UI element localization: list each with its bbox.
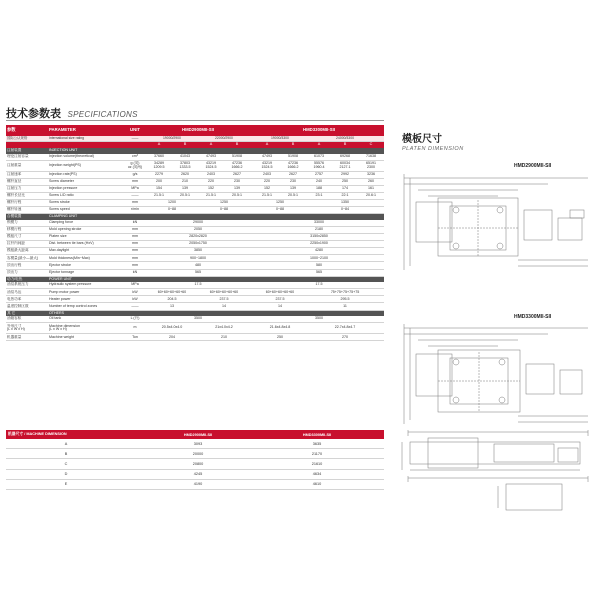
param-zh: 外形尺寸 (L x W x H) bbox=[6, 323, 48, 334]
value-cell: 21.6x4.8x4.8 bbox=[254, 323, 306, 334]
value-cell: 20.5:1 bbox=[224, 192, 250, 199]
spec-row bbox=[6, 220, 384, 227]
value-cell: 220 bbox=[198, 178, 224, 185]
param-unit: kN bbox=[124, 269, 146, 276]
value-cell: 230 bbox=[280, 178, 306, 185]
spec-row bbox=[6, 262, 384, 269]
value-cell: 47236 1666.2 bbox=[280, 160, 306, 171]
param-zh: 注射重量 bbox=[6, 160, 48, 171]
dimension-row bbox=[6, 469, 384, 479]
param-en: Machine weight bbox=[48, 334, 124, 341]
spec-title-en: SPECIFICATIONS bbox=[67, 110, 138, 119]
value-cell: 69268 bbox=[332, 154, 358, 161]
dimension-label: B bbox=[6, 449, 126, 459]
spec-row bbox=[6, 255, 384, 262]
spec-row bbox=[6, 226, 384, 233]
param-unit: m bbox=[124, 323, 146, 334]
param-en: Screw L/D ratio bbox=[48, 192, 124, 199]
platen-drawing-1 bbox=[398, 170, 594, 275]
value-cell: 161 bbox=[358, 185, 384, 192]
value-cell: 41043 bbox=[172, 154, 198, 161]
spec-table bbox=[6, 125, 384, 341]
value-cell: 37660 bbox=[146, 154, 172, 161]
value-cell: 139 bbox=[172, 185, 198, 192]
param-unit: mm bbox=[124, 226, 146, 233]
value-cell: 65191 2300 bbox=[358, 160, 384, 171]
spec-row bbox=[6, 160, 384, 171]
param-zh: 容模量(最小—最大) bbox=[6, 255, 48, 262]
param-unit: r/min bbox=[124, 207, 146, 214]
value-cell: 230 bbox=[224, 178, 250, 185]
spec-row bbox=[6, 241, 384, 248]
dimension-row bbox=[6, 479, 384, 489]
spec-row bbox=[6, 323, 384, 334]
value-cell: 2620 bbox=[172, 171, 198, 178]
value-cell: 174 bbox=[332, 185, 358, 192]
dimension-header-row bbox=[6, 430, 384, 439]
header-unit: UNIT bbox=[124, 125, 146, 136]
value-cell: 2403 bbox=[254, 171, 280, 178]
param-zh: 油箱容积 bbox=[6, 316, 48, 323]
spec-row bbox=[6, 316, 384, 323]
param-en: Screw speed bbox=[48, 207, 124, 214]
value-cell: 204.5 bbox=[146, 296, 198, 303]
param-unit: mm bbox=[124, 234, 146, 241]
subheader-size: 24000/3300 bbox=[306, 136, 384, 142]
value-cell: 0~84 bbox=[306, 207, 384, 214]
param-en: Machine dimension (L x W x H) bbox=[48, 323, 124, 334]
param-zh: 油泵马达 bbox=[6, 289, 48, 296]
header-model-1: HMD2900MII-SII bbox=[146, 125, 250, 136]
param-en: Ejector stroke bbox=[48, 262, 124, 269]
value-cell: 237.5 bbox=[198, 296, 250, 303]
dimension-value: 4610 bbox=[250, 479, 384, 489]
value-cell: 240 bbox=[306, 178, 332, 185]
spec-row bbox=[6, 192, 384, 199]
value-cell: 295.5 bbox=[306, 296, 384, 303]
abcd-label: B bbox=[280, 142, 306, 149]
value-cell: 139 bbox=[280, 185, 306, 192]
param-zh: 移模行程 bbox=[6, 226, 48, 233]
param-zh: 拉杆内间距 bbox=[6, 241, 48, 248]
dimension-value: 4190 bbox=[146, 479, 250, 489]
value-cell: 47493 bbox=[198, 154, 224, 161]
param-zh: 顶出力 bbox=[6, 269, 48, 276]
param-en: Mold opening stroke bbox=[48, 226, 124, 233]
param-en: Hydraulic system pressure bbox=[48, 282, 124, 289]
param-zh: 理论注射容量 bbox=[6, 154, 48, 161]
section-title-en: POWER UNIT bbox=[48, 276, 384, 282]
param-en: Max.daylight bbox=[48, 248, 124, 255]
value-cell: 4280 bbox=[254, 248, 384, 255]
param-zh: 温度控制区数 bbox=[6, 303, 48, 310]
spec-row bbox=[6, 200, 384, 207]
value-cell: 565 bbox=[146, 269, 250, 276]
value-cell: 60+60+60+60+60 bbox=[198, 289, 250, 296]
value-cell: 210 bbox=[172, 178, 198, 185]
param-unit: cm³ bbox=[124, 154, 146, 161]
value-cell: 3150x2850 bbox=[254, 234, 384, 241]
dimension-value: 4245 bbox=[146, 469, 250, 479]
value-cell: 565 bbox=[254, 269, 384, 276]
param-en: Mold thickness(Min~Max) bbox=[48, 255, 124, 262]
param-unit: MPa bbox=[124, 185, 146, 192]
spec-row bbox=[6, 207, 384, 214]
value-cell: 14 bbox=[198, 303, 250, 310]
section-title-en: INJECTION UNIT bbox=[48, 148, 384, 154]
param-en: Screw diameter bbox=[48, 178, 124, 185]
dimension-row bbox=[6, 459, 384, 469]
value-cell: 43219 1524.5 bbox=[198, 160, 224, 171]
value-cell: 2627 bbox=[224, 171, 250, 178]
value-cell: 2050x1750 bbox=[146, 241, 250, 248]
param-zh: 模板尺寸 bbox=[6, 234, 48, 241]
param-unit: —— bbox=[124, 303, 146, 310]
param-unit: mm bbox=[124, 200, 146, 207]
value-cell: 60034 2127.1 bbox=[332, 160, 358, 171]
dimension-blank bbox=[126, 469, 146, 479]
value-cell: 22:1 bbox=[332, 192, 358, 199]
dimension-header-label: 机器尺寸 / MACHINE DIMENSION bbox=[6, 430, 126, 439]
dimension-label: C bbox=[6, 459, 126, 469]
value-cell: 250 bbox=[332, 178, 358, 185]
value-cell: 220 bbox=[254, 178, 280, 185]
param-unit: —— bbox=[124, 192, 146, 199]
abcd-label: A bbox=[146, 142, 172, 149]
platen-model-label-2: HMD3300MII-SII bbox=[514, 314, 552, 320]
spec-row bbox=[6, 296, 384, 303]
value-cell: 2279 bbox=[146, 171, 172, 178]
spec-row bbox=[6, 269, 384, 276]
section-title-en: CLAMPING UNIT bbox=[48, 214, 384, 220]
param-zh: 注射速率 bbox=[6, 171, 48, 178]
value-cell: 20.5x4.0x4.0 bbox=[146, 323, 198, 334]
platen-title-en: PLATEN DIMENSION bbox=[402, 146, 464, 152]
value-cell: 47493 bbox=[254, 154, 280, 161]
param-unit: mm bbox=[124, 241, 146, 248]
dimension-blank bbox=[126, 479, 146, 489]
header-parameter-en: PARAMETER bbox=[48, 125, 124, 136]
spec-row bbox=[6, 178, 384, 185]
subheader-en: International size rating bbox=[48, 136, 124, 142]
value-cell: 139 bbox=[224, 185, 250, 192]
value-cell: 60+60+60+60+60 bbox=[146, 289, 198, 296]
subheader-zh: 国际公认规格 bbox=[6, 136, 48, 142]
abcd-label: B bbox=[332, 142, 358, 149]
param-unit: mm bbox=[124, 262, 146, 269]
value-cell: 2050 bbox=[146, 226, 250, 233]
dimension-row bbox=[6, 449, 384, 459]
value-cell: 204 bbox=[146, 334, 198, 341]
value-cell: 1000~2100 bbox=[254, 255, 384, 262]
param-unit: Ton bbox=[124, 334, 146, 341]
param-zh: 锁模力 bbox=[6, 220, 48, 227]
platen-model-label-1: HMD2900MII-SII bbox=[514, 163, 552, 169]
value-cell: 55576 1960.4 bbox=[306, 160, 332, 171]
abcd-label: B bbox=[172, 142, 198, 149]
value-cell: 1250 bbox=[198, 200, 250, 207]
param-en: Injection weight(PS) bbox=[48, 160, 124, 171]
platen-title-zh: 模板尺寸 bbox=[402, 134, 442, 145]
value-cell: 37803 1333.5 bbox=[172, 160, 198, 171]
title-divider bbox=[6, 120, 384, 121]
value-cell: 34289 1209.5 bbox=[146, 160, 172, 171]
value-cell: 51908 bbox=[280, 154, 306, 161]
abcd-label: B bbox=[224, 142, 250, 149]
value-cell: 17.5 bbox=[254, 282, 384, 289]
machine-dimension-table bbox=[6, 430, 384, 490]
param-zh: 螺杆行程 bbox=[6, 200, 48, 207]
subheader-size: 19000/3300 bbox=[254, 136, 306, 142]
section-title-zh: 其 它 bbox=[6, 310, 48, 316]
platen-title bbox=[402, 130, 464, 152]
value-cell: 260 bbox=[358, 178, 384, 185]
param-zh: 注射压力 bbox=[6, 185, 48, 192]
value-cell: 0~88 bbox=[198, 207, 250, 214]
dimension-value: 21610 bbox=[250, 459, 384, 469]
value-cell: 1250 bbox=[254, 200, 306, 207]
value-cell: 33000 bbox=[254, 220, 384, 227]
param-unit: mm bbox=[124, 248, 146, 255]
value-cell: 2992 bbox=[332, 171, 358, 178]
value-cell: 200 bbox=[146, 178, 172, 185]
abcd-label: C bbox=[358, 142, 384, 149]
spec-row bbox=[6, 171, 384, 178]
param-en: Ejector tonnage bbox=[48, 269, 124, 276]
value-cell: 210 bbox=[198, 334, 250, 341]
abcd-label: A bbox=[198, 142, 224, 149]
subheader-unit: —— bbox=[124, 136, 146, 142]
param-zh: 顶出行程 bbox=[6, 262, 48, 269]
spec-title-zh: 技术参数表 bbox=[6, 108, 61, 120]
param-zh: 螺杆转速 bbox=[6, 207, 48, 214]
param-zh: 模板最大距离 bbox=[6, 248, 48, 255]
dimension-value: 20000 bbox=[146, 449, 250, 459]
value-cell: 2250x1900 bbox=[254, 241, 384, 248]
dimension-model-1: HMD2900MII-SII bbox=[146, 430, 250, 439]
value-cell: 2820x2820 bbox=[146, 234, 250, 241]
param-unit: kW bbox=[124, 296, 146, 303]
value-cell: 20.5:1 bbox=[280, 192, 306, 199]
value-cell: 21.5:1 bbox=[198, 192, 224, 199]
value-cell: 250 bbox=[254, 334, 306, 341]
dimension-value: 3093 bbox=[146, 439, 250, 449]
value-cell: 47236 1666.2 bbox=[224, 160, 250, 171]
value-cell: 75+75+75+75+75 bbox=[306, 289, 384, 296]
param-zh: 螺杆直径 bbox=[6, 178, 48, 185]
value-cell: 21x4.0x4.2 bbox=[198, 323, 250, 334]
spec-header-row bbox=[6, 125, 384, 136]
value-cell: 0~88 bbox=[146, 207, 198, 214]
param-unit: mm bbox=[124, 178, 146, 185]
dimension-value: 21170 bbox=[250, 449, 384, 459]
section-title-zh: 注射装置 bbox=[6, 148, 48, 154]
value-cell: 2627 bbox=[280, 171, 306, 178]
param-en: Number of temp control zones bbox=[48, 303, 124, 310]
param-en: Oil tank bbox=[48, 316, 124, 323]
param-zh: 油泵系统压力 bbox=[6, 282, 48, 289]
dimension-label: E bbox=[6, 479, 126, 489]
value-cell: 900~1800 bbox=[146, 255, 250, 262]
value-cell: 20.5:1 bbox=[172, 192, 198, 199]
value-cell: 23:1 bbox=[306, 192, 332, 199]
value-cell: 11 bbox=[306, 303, 384, 310]
value-cell: 14 bbox=[254, 303, 306, 310]
param-unit: g (英) oz (英两) bbox=[124, 160, 146, 171]
param-unit: mm bbox=[124, 255, 146, 262]
value-cell: 21.5:1 bbox=[146, 192, 172, 199]
platen-drawing-2 bbox=[398, 320, 594, 428]
value-cell: 152 bbox=[198, 185, 224, 192]
param-zh: 螺杆长径比 bbox=[6, 192, 48, 199]
value-cell: 2180 bbox=[254, 226, 384, 233]
section-title-zh: 合模装置 bbox=[6, 214, 48, 220]
dimension-row bbox=[6, 439, 384, 449]
value-cell: 60+60+60+60+60 bbox=[254, 289, 306, 296]
value-cell: 580 bbox=[254, 262, 384, 269]
value-cell: 152 bbox=[254, 185, 280, 192]
subheader-size: 19000/2900 bbox=[146, 136, 198, 142]
spec-row bbox=[6, 289, 384, 296]
param-unit: L (升) bbox=[124, 316, 146, 323]
param-en: Heater power bbox=[48, 296, 124, 303]
value-cell: 2757 bbox=[306, 171, 332, 178]
dimension-value: 3635 bbox=[250, 439, 384, 449]
param-zh: 机器重量 bbox=[6, 334, 48, 341]
dimension-label: D bbox=[6, 469, 126, 479]
value-cell: 71638 bbox=[358, 154, 384, 161]
spec-row bbox=[6, 185, 384, 192]
abcd-label: A bbox=[254, 142, 280, 149]
value-cell: 0~88 bbox=[254, 207, 306, 214]
value-cell: 3500 bbox=[254, 316, 384, 323]
value-cell: 61073 bbox=[306, 154, 332, 161]
value-cell: 17.5 bbox=[146, 282, 250, 289]
subheader-size: 22000/2900 bbox=[198, 136, 250, 142]
param-en: Screw stroke bbox=[48, 200, 124, 207]
param-unit: kN bbox=[124, 220, 146, 227]
dimension-value: 4634 bbox=[250, 469, 384, 479]
value-cell: 13 bbox=[146, 303, 198, 310]
section-title-zh: 动力/电热 bbox=[6, 276, 48, 282]
param-en: Injection rate(PS) bbox=[48, 171, 124, 178]
dimension-value: 20800 bbox=[146, 459, 250, 469]
spec-row bbox=[6, 234, 384, 241]
value-cell: 43219 1524.5 bbox=[254, 160, 280, 171]
value-cell: 188 bbox=[306, 185, 332, 192]
value-cell: 237.5 bbox=[254, 296, 306, 303]
dimension-blank bbox=[126, 459, 146, 469]
param-zh: 电热功率 bbox=[6, 296, 48, 303]
value-cell: 22.7x4.8x4.7 bbox=[306, 323, 384, 334]
value-cell: 51908 bbox=[224, 154, 250, 161]
machine-outline-drawing bbox=[398, 428, 594, 518]
dimension-blank bbox=[126, 449, 146, 459]
spec-row bbox=[6, 248, 384, 255]
value-cell: 3500 bbox=[146, 316, 250, 323]
param-unit: kW bbox=[124, 289, 146, 296]
value-cell: 2403 bbox=[198, 171, 224, 178]
section-title-en: OTHERS bbox=[48, 310, 384, 316]
value-cell: 154 bbox=[146, 185, 172, 192]
value-cell: 1350 bbox=[306, 200, 384, 207]
value-cell: 1200 bbox=[146, 200, 198, 207]
abcd-label: A bbox=[306, 142, 332, 149]
param-en: Clamping force bbox=[48, 220, 124, 227]
value-cell: 29000 bbox=[146, 220, 250, 227]
spec-row bbox=[6, 282, 384, 289]
param-en: Injection volume(theoretical) bbox=[48, 154, 124, 161]
spec-row bbox=[6, 334, 384, 341]
spec-row bbox=[6, 154, 384, 161]
header-model-2: HMD3300MII-SII bbox=[254, 125, 384, 136]
value-cell: 3850 bbox=[146, 248, 250, 255]
param-en: Dist. between tie bars (HxV) bbox=[48, 241, 124, 248]
spec-row bbox=[6, 303, 384, 310]
value-cell: 270 bbox=[306, 334, 384, 341]
value-cell: 480 bbox=[146, 262, 250, 269]
param-en: Injection pressure bbox=[48, 185, 124, 192]
param-en: Platen size bbox=[48, 234, 124, 241]
value-cell: 21.5:1 bbox=[254, 192, 280, 199]
dimension-blank bbox=[126, 439, 146, 449]
value-cell: 20.6:1 bbox=[358, 192, 384, 199]
header-parameter-zh: 参数 bbox=[6, 125, 48, 136]
param-en: Pump motor power bbox=[48, 289, 124, 296]
dimension-model-2: HMD3300MII-SII bbox=[250, 430, 384, 439]
param-unit: g/s bbox=[124, 171, 146, 178]
param-unit: MPa bbox=[124, 282, 146, 289]
value-cell: 3236 bbox=[358, 171, 384, 178]
dimension-label: A bbox=[6, 439, 126, 449]
